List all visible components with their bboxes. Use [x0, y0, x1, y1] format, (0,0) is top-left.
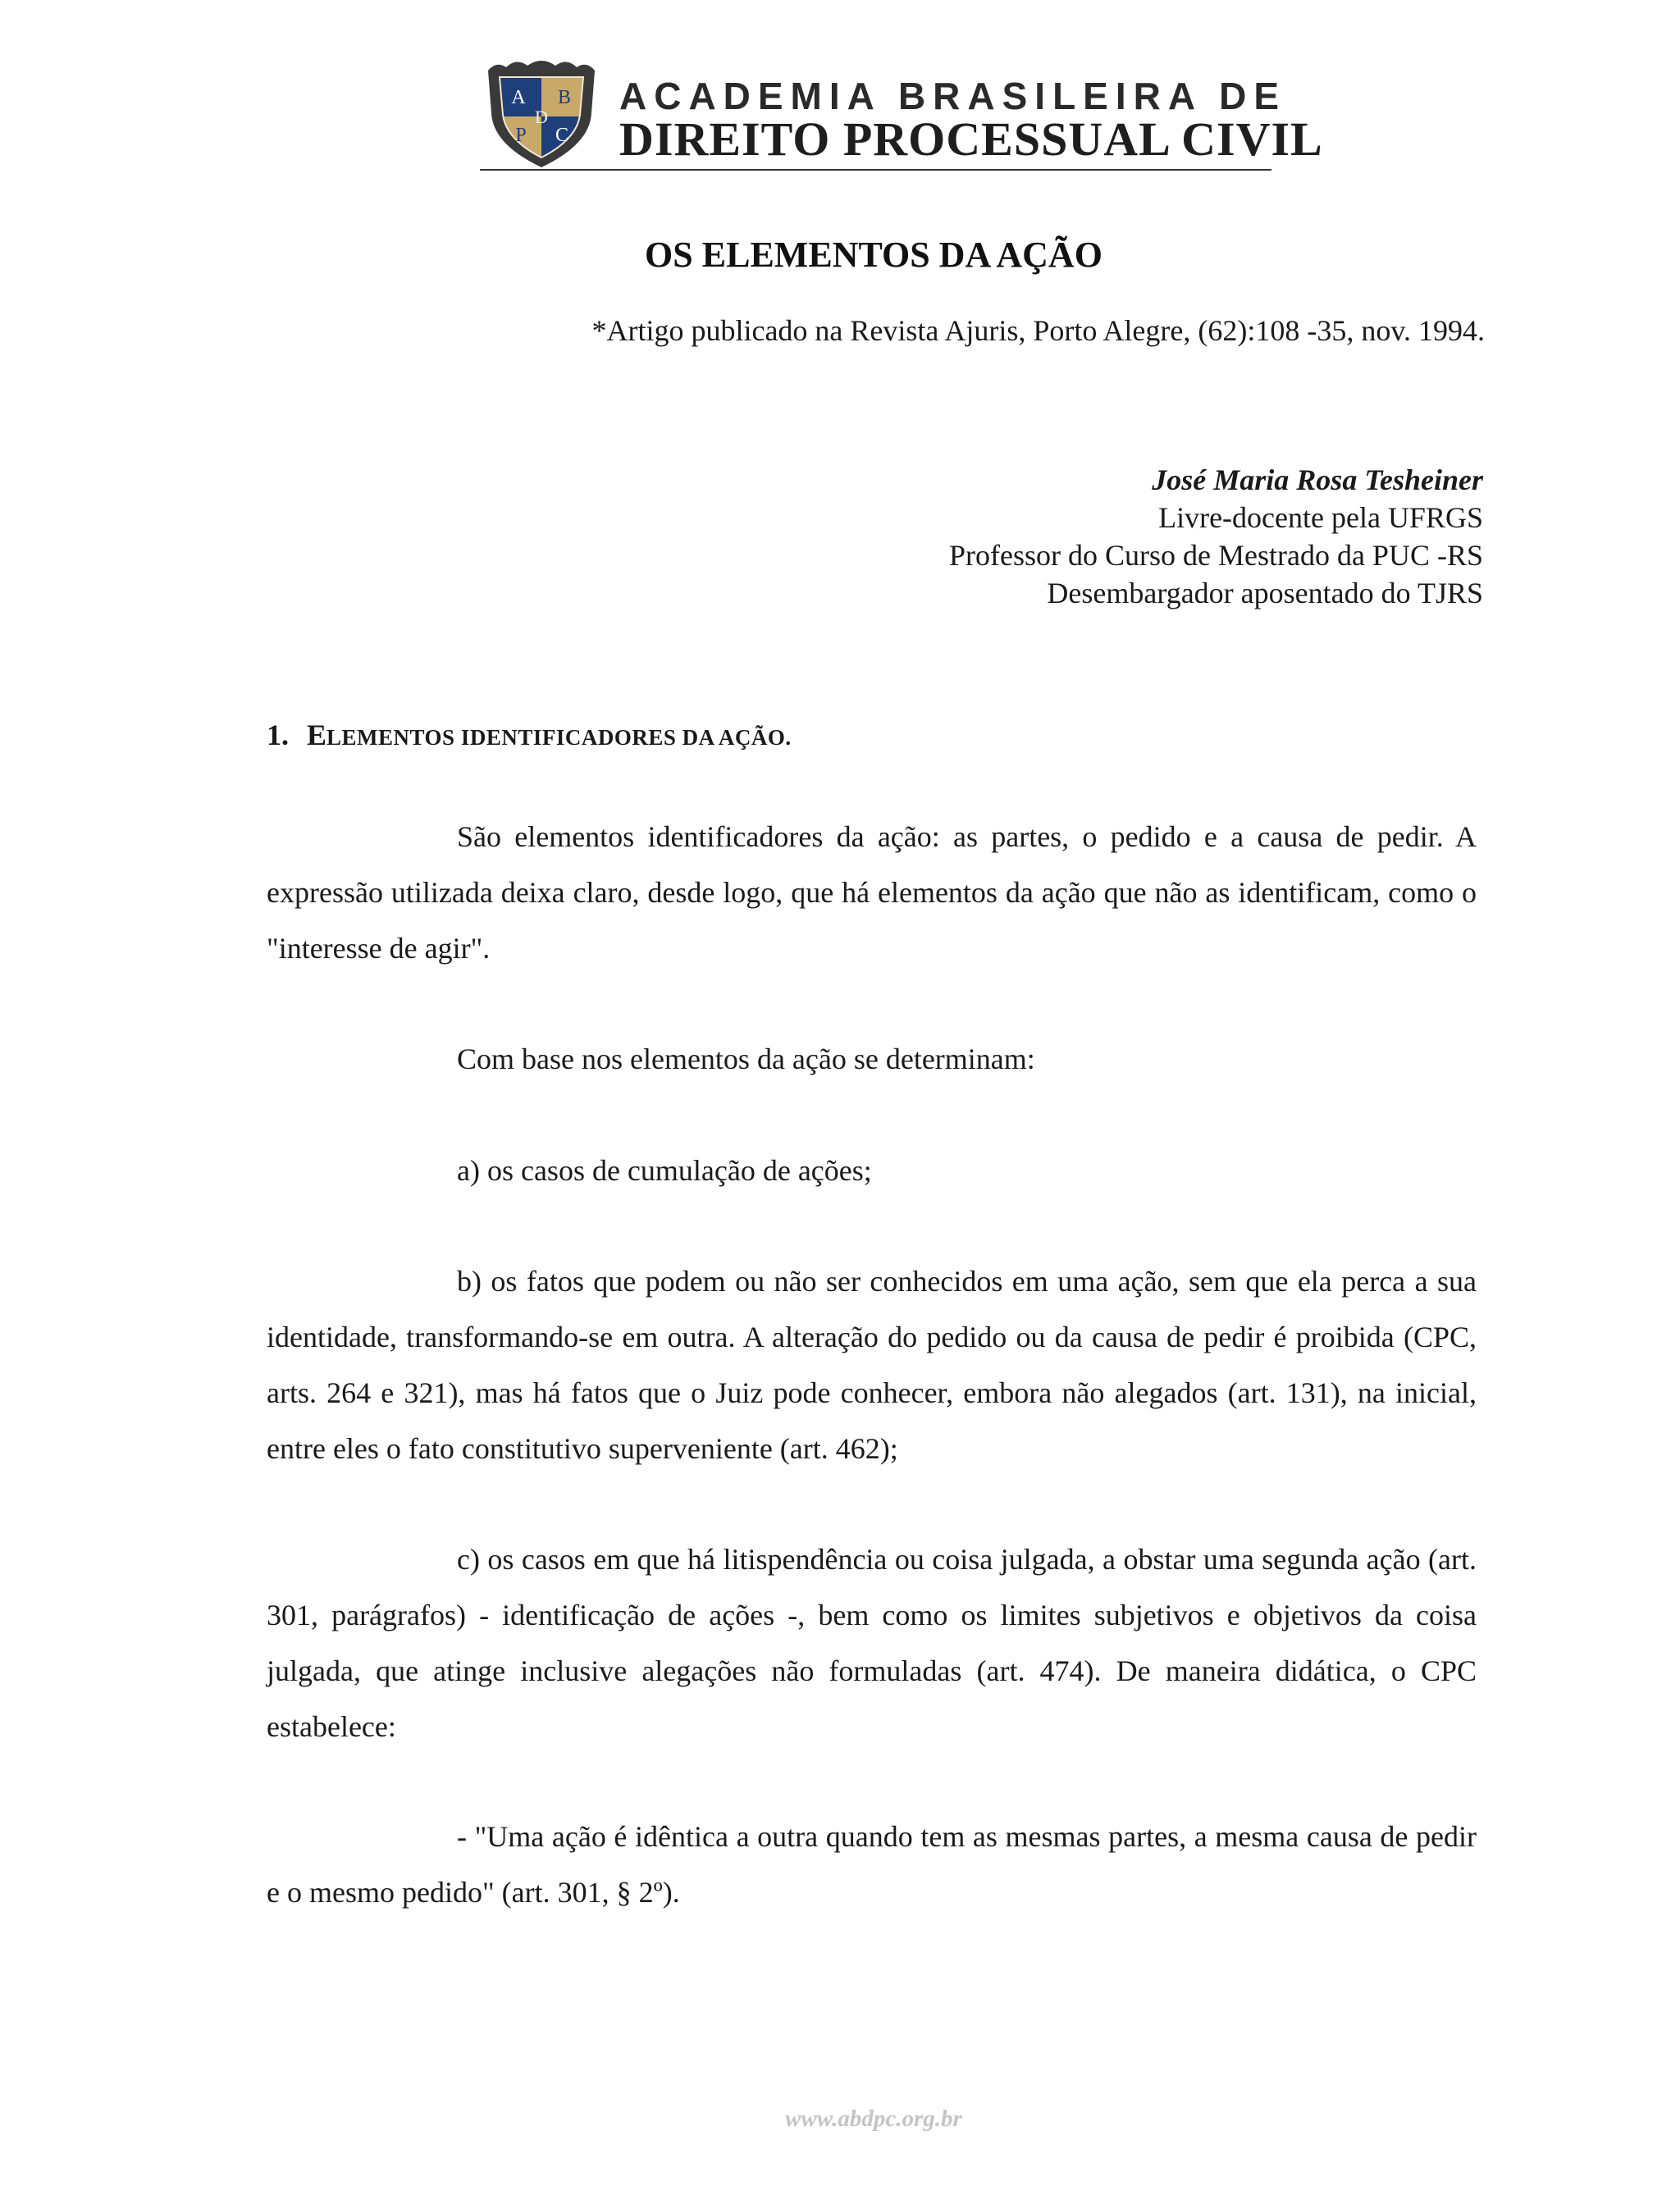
- org-name-line2: DIREITO PROCESSUAL CIVIL: [619, 112, 1323, 166]
- paragraph-text: a) os casos de cumulação de ações;: [457, 1154, 872, 1187]
- author-credential: Livre-docente pela UFRGS: [1158, 501, 1483, 534]
- author-name: José Maria Rosa Tesheiner: [1152, 463, 1483, 496]
- paragraph-text: - "Uma ação é idêntica a outra quando tem as mesmas partes, a mesma causa de pedir e o mesmo pedido" (art. 301, § 2º).: [267, 1820, 1477, 1909]
- paragraph: [267, 809, 1477, 976]
- section-heading: [267, 718, 792, 752]
- publication-note: *Artigo publicado na Revista Ajuris, Porto Alegre, (62):108 -35, nov. 1994.: [591, 314, 1485, 347]
- document-title: OS ELEMENTOS DA AÇÃO: [645, 235, 1102, 275]
- section-initial: E: [307, 719, 327, 751]
- section-title-rest: LEMENTOS IDENTIFICADORES DA AÇÃO.: [326, 725, 792, 750]
- author-credential: Desembargador aposentado do TJRS: [1047, 577, 1483, 609]
- paragraph-text: c) os casos em que há litispendência ou coisa julgada, a obstar uma segunda ação (art. 301, parágrafos) - identificação de ações -, bem como os limites subjetivos e objetivos da coisa julgada, que atinge inclusive alegações não formuladas (art. 474). De maneira didática, o CPC estabelece:: [267, 1543, 1477, 1743]
- paragraph: [267, 1809, 1477, 1920]
- author-block: [949, 461, 1483, 612]
- paragraph: [267, 1031, 1477, 1087]
- crest-shield-icon: [480, 56, 603, 171]
- paragraph: [267, 1143, 1477, 1198]
- paragraph-text: Com base nos elementos da ação se determinam:: [457, 1043, 1035, 1075]
- crest-letter-d: D: [535, 107, 548, 127]
- org-name-line1: ACADEMIA BRASILEIRA DE: [619, 75, 1287, 117]
- paragraph-text: b) os fatos que podem ou não ser conhecidos em uma ação, sem que ela perca a sua identidade, transformando-se em outra. A alteração do pedido ou da causa de pedir é proibida (CPC, arts. 264 e 321), mas há fatos que o Juiz pode conhecer, embora não alegados (art. 131), na inicial, entre eles o fato constitutivo superveniente (art. 462);: [267, 1265, 1477, 1465]
- crest-letter-c: C: [555, 125, 569, 146]
- crest-letter-p: P: [515, 125, 527, 146]
- header-divider: [480, 169, 1271, 171]
- letterhead: [480, 56, 1323, 171]
- author-credential: Professor do Curso de Mestrado da PUC -RS: [949, 539, 1483, 572]
- footer-website: www.abdpc.org.br: [785, 2106, 962, 2132]
- paragraph: [267, 1253, 1477, 1476]
- paragraph-text: São elementos identificadores da ação: as partes, o pedido e a causa de pedir. A expressão utilizada deixa claro, desde logo, que há elementos da ação que não as identificam, como o "interesse de agir".: [267, 820, 1477, 965]
- section-number: 1.: [267, 719, 289, 751]
- abdpc-crest-logo: [480, 56, 603, 171]
- crest-letter-b: B: [557, 87, 572, 108]
- crest-letter-a: A: [511, 87, 526, 108]
- paragraph: [267, 1531, 1477, 1755]
